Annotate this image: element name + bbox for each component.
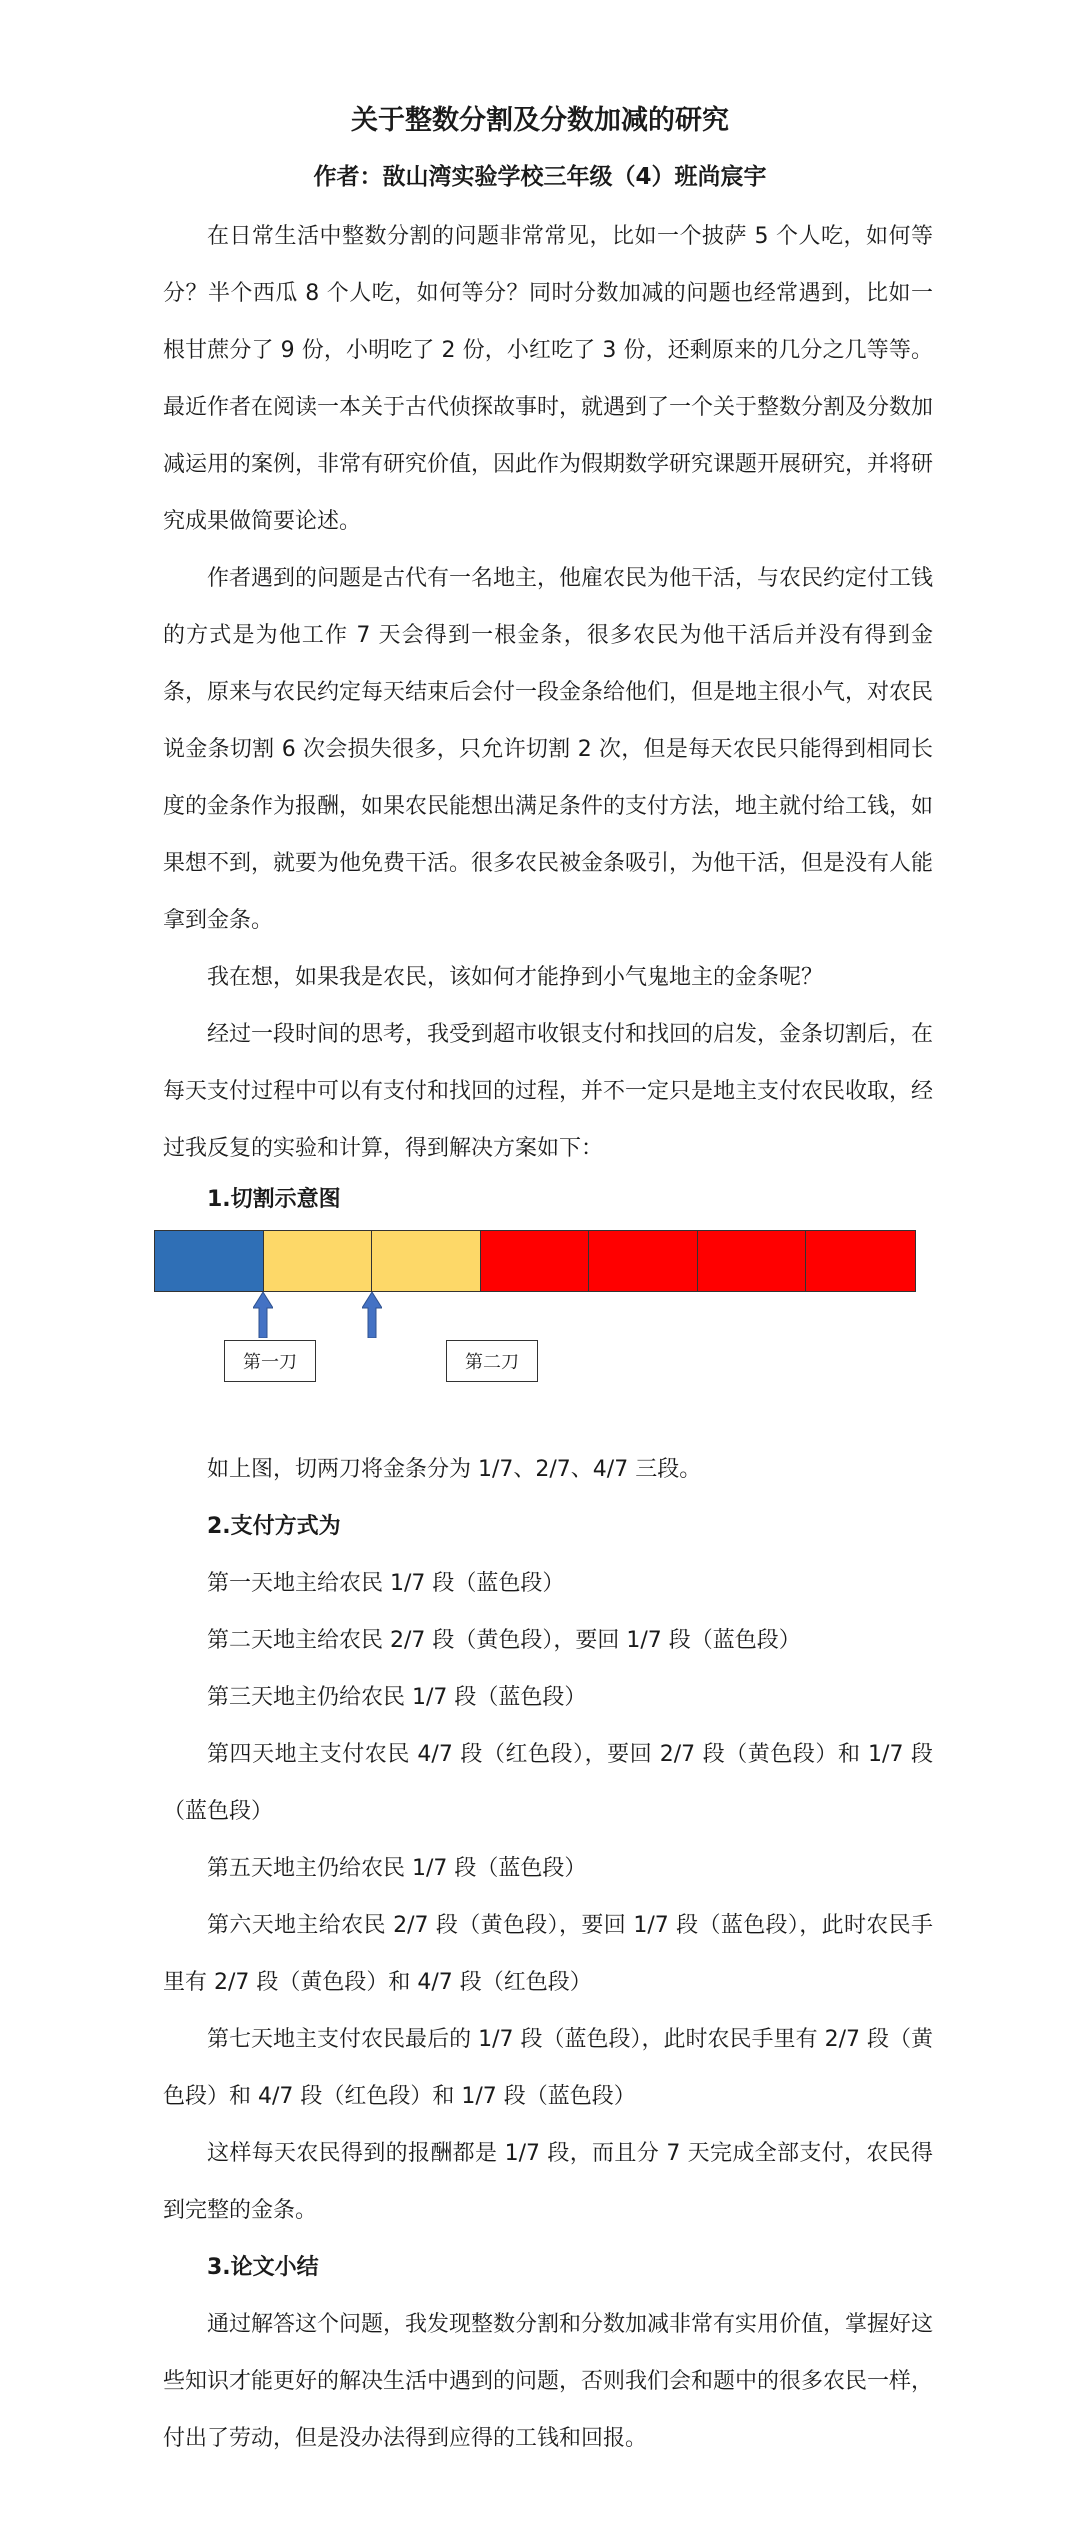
segment-blue [155, 1231, 264, 1291]
cut1-label: 第一刀 [224, 1340, 316, 1382]
segment-red-3 [698, 1231, 807, 1291]
diagram-caption: 如上图，切两刀将金条分为 1/7、2/7、4/7 三段。 [207, 1457, 702, 1482]
section-heading-conclusion: 3.论文小结 [207, 2255, 319, 2280]
section-heading-payment: 2.支付方式为 [207, 1514, 341, 1539]
payment-day-2: 第二天地主给农民 2/7 段（黄色段），要回 1/7 段（蓝色段） [207, 1628, 801, 1653]
payment-summary: 这样每天农民得到的报酬都是 1/7 段，而且分 7 天完成全部支付，农民得到完整的金条。 [163, 2141, 933, 2223]
intro-paragraph: 在日常生活中整数分割的问题非常常见，比如一个披萨 5 个人吃，如何等分？半个西瓜 8 个人吃，如何等分？同时分数加减的问题也经常遇到，比如一根甘蔗分了 9 份，小明吃了 2 份，小红吃了 3 份，还剩原来的几分之几等等。最近作者在阅读一本关于古代侦探故事时，就遇到了一个关于整数分割及分数加减运用的案例，非常有研究价值，因此作为假期数学研究课题开展研究，并将研究成果做简要论述。 [163, 224, 934, 534]
gold-bar [154, 1230, 916, 1292]
section-heading-diagram: 1.切割示意图 [207, 1187, 341, 1212]
cutting-diagram [154, 1230, 934, 1390]
cut1-arrow-icon [253, 1292, 273, 1338]
document-title: 关于整数分割及分数加减的研究 [351, 105, 729, 136]
segment-red-4 [806, 1231, 915, 1291]
payment-day-7: 第七天地主支付农民最后的 1/7 段（蓝色段），此时农民手里有 2/7 段（黄色段）和 4/7 段（红色段）和 1/7 段（蓝色段） [163, 2027, 933, 2109]
problem-paragraph: 作者遇到的问题是古代有一名地主，他雇农民为他干活，与农民约定付工钱的方式是为他工作 7 天会得到一根金条，很多农民为他干活后并没有得到金条，原来与农民约定每天结束后会付一段金条给他们，但是地主很小气，对农民说金条切割 6 次会损失很多，只允许切割 2 次，但是每天农民只能得到相同长度的金条作为报酬，如果农民能想出满足条件的支付方法，地主就付给工钱，如果想不到，就要为他免费干活。很多农民被金条吸引，为他干活，但是没有人能拿到金条。 [163, 566, 934, 933]
thinking-paragraph: 经过一段时间的思考，我受到超市收银支付和找回的启发，金条切割后，在每天支付过程中可以有支付和找回的过程，并不一定只是地主支付农民收取，经过我反复的实验和计算，得到解决方案如下： [163, 1022, 934, 1161]
document-author: 作者：敔山湾实验学校三年级（4）班尚宸宇 [313, 164, 767, 190]
payment-day-6: 第六天地主给农民 2/7 段（黄色段），要回 1/7 段（蓝色段），此时农民手里有 2/7 段（黄色段）和 4/7 段（红色段） [163, 1913, 933, 1995]
question-paragraph: 我在想，如果我是农民，该如何才能挣到小气鬼地主的金条呢？ [207, 965, 824, 990]
payment-day-1: 第一天地主给农民 1/7 段（蓝色段） [207, 1571, 565, 1596]
segment-red-1 [481, 1231, 590, 1291]
payment-day-5: 第五天地主仍给农民 1/7 段（蓝色段） [207, 1856, 587, 1881]
payment-day-3: 第三天地主仍给农民 1/7 段（蓝色段） [207, 1685, 587, 1710]
conclusion-paragraph: 通过解答这个问题，我发现整数分割和分数加减非常有实用价值，掌握好这些知识才能更好的解决生活中遇到的问题，否则我们会和题中的很多农民一样，付出了劳动，但是没办法得到应得的工钱和回报。 [163, 2312, 934, 2451]
cut2-arrow-icon [362, 1292, 382, 1338]
cut2-label: 第二刀 [446, 1340, 538, 1382]
segment-red-2 [589, 1231, 698, 1291]
segment-yellow-2 [372, 1231, 481, 1291]
payment-day-4: 第四天地主支付农民 4/7 段（红色段），要回 2/7 段（黄色段）和 1/7 段（蓝色段） [163, 1742, 933, 1824]
segment-yellow-1 [264, 1231, 373, 1291]
